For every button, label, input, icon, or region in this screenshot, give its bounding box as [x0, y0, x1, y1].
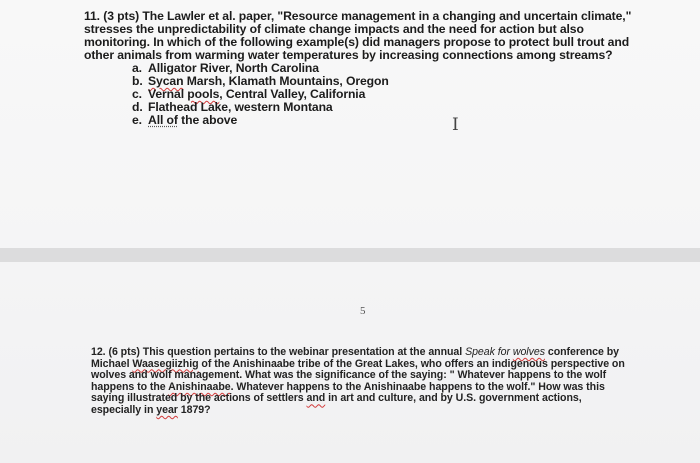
option-e [132, 114, 644, 127]
spellcheck-word: Anishinaabe [168, 380, 231, 393]
spellcheck-word: year [156, 403, 178, 416]
option-letter: e. [132, 113, 142, 127]
option-letter: a. [132, 61, 142, 75]
question-12-text: of the Anishinaabe tribe of the Great Lakes, who offers an indigenous perspective on wolves and wolf management. What was the significance of the saying: " Whatever happens to the wolf happens to the [91, 357, 625, 393]
question-12-text: conference by Michael [91, 346, 620, 370]
spellcheck-word: Waasegiizhig [132, 357, 199, 370]
option-text: Marsh, Klamath Mountains, Oregon [183, 74, 389, 88]
option-text: Flathead Lake, western Montana [148, 100, 333, 114]
spellcheck-word: wolves [512, 346, 545, 358]
option-letter: b. [132, 74, 143, 88]
option-letter: c. [132, 87, 142, 101]
question-12-text: . Whatever happens to the Anishinaabe happens to the wolf." How was this saying illustrated by the actions of settlers [91, 380, 605, 405]
page-number: 5 [360, 305, 366, 317]
question-12 [91, 347, 631, 417]
question-11-options [84, 62, 644, 127]
option-text: Vernal [148, 87, 188, 101]
grammar-flag-word: All of [148, 113, 178, 127]
text-cursor-icon: I [452, 115, 459, 135]
conference-title: Speak for [465, 346, 513, 358]
option-text: Alligator River, North Carolina [148, 61, 319, 75]
question-11 [84, 10, 644, 127]
question-12-text: 1879? [177, 403, 211, 416]
option-text: , Central Valley, California [219, 87, 366, 101]
option-text: the above [177, 113, 238, 127]
question-11-stem: 11. (3 pts) The Lawler et al. paper, "Resource management in a changing and uncertain climate," stresses the unpredictability of climate change impacts and the need for action but also monitoring. In which of the following example(s) did managers propose to protect bull trout and other animals from warming water temperatures by increasing connections among streams? [84, 9, 632, 62]
page-separator [0, 248, 700, 262]
spellcheck-word: and [306, 392, 326, 405]
option-letter: d. [132, 100, 143, 114]
spellcheck-word: Sycan [148, 74, 184, 88]
spellcheck-word: pools [187, 87, 220, 101]
question-12-text: 12. (6 pts) This question pertains to the webinar presentation at the annual [91, 346, 466, 358]
question-12-text: in art and culture, and by U.S. government actions, especially in [91, 392, 582, 416]
